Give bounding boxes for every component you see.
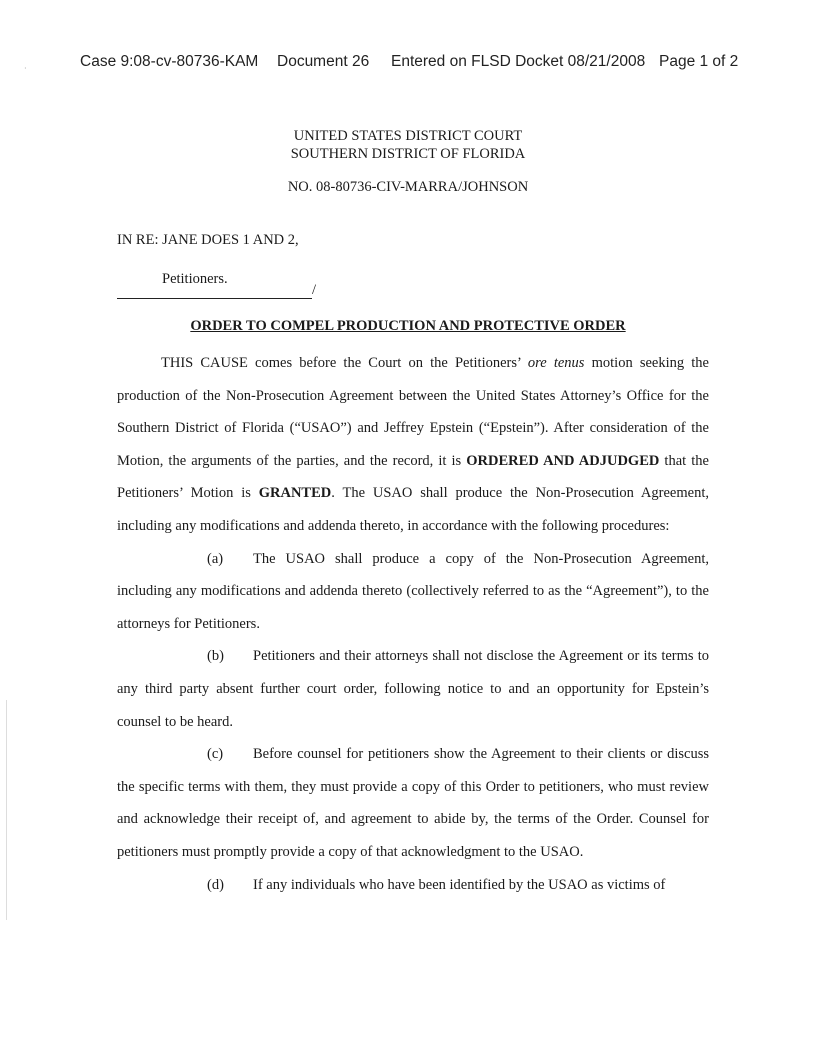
caption-slash: / [312,282,317,298]
case-number: NO. 08-80736-CIV-MARRA/JOHNSON [287,179,529,195]
procedure-label: (d) [207,876,224,893]
intro-paragraph [117,347,709,543]
intro-text-4: . The USAO shall produce the Non-Prosecution Agreement, including any modifications and addenda thereto, in accordance with the following procedures: [117,485,709,534]
procedure-text: If any individuals who have been identified by the USAO as victims of [253,876,666,893]
procedure-item-c [117,738,709,868]
caption-party: Petitioners. [162,271,228,287]
order-body [117,347,709,901]
docket-document-number: Document 26 [277,53,370,70]
caption-rule-line [117,283,312,299]
scan-speck: · [24,64,27,73]
granted: GRANTED [258,485,332,502]
procedure-text: Petitioners and their attorneys shall not disclose the Agreement or its terms to any third party absent further court order, following notice to and an opportunity for Epstein’s counsel to be heard. [117,648,709,730]
ordered-adjudged: ORDERED AND ADJUDGED [466,452,660,469]
docket-case-number: Case 9:08-cv-80736-KAM [80,53,259,70]
docket-page-number: Page 1 of 2 [659,53,739,70]
caption-in-re: IN RE: JANE DOES 1 AND 2, [117,232,299,248]
intro-text-1: THIS CAUSE comes before the Court on the Petitioners’ [161,355,528,371]
intro-text-2: motion seeking the production of the Non-Prosecution Agreement between the United States Attorney’s Office for the Southern District of Florida (“USAO”) and Jeffrey Epstein (“Epstein”). After consideration of the Motion, the arguments of the parties, and the record, it is [117,355,709,469]
docket-entry-date: Entered on FLSD Docket 08/21/2008 [391,53,646,70]
order-title: ORDER TO COMPEL PRODUCTION AND PROTECTIVE ORDER [190,318,626,334]
procedure-label: (a) [207,550,224,567]
procedure-text: Before counsel for petitioners show the Agreement to their clients or discuss the specific terms with them, they must provide a copy of this Order to petitioners, who must review and acknowledge their receipt of, and agreement to abide by, the terms of the Order. Counsel for petitioners must promptly provide a copy of that acknowledgment to the USAO. [117,746,709,860]
procedure-item-d [117,869,709,902]
intro-text-3: that the Petitioners’ Motion is [117,452,709,502]
court-name: UNITED STATES DISTRICT COURT [293,128,523,144]
procedure-item-b [117,640,709,738]
procedure-text: The USAO shall produce a copy of the Non-Prosecution Agreement, including any modifications and addenda thereto (collectively referred to as the “Agreement”), to the attorneys for Petitioners. [117,550,709,632]
court-district: SOUTHERN DISTRICT OF FLORIDA [290,146,526,162]
docket-header [80,53,760,75]
procedure-label: (c) [207,746,224,763]
procedure-item-a [117,543,709,641]
procedure-label: (b) [207,648,224,665]
scan-edge-artifact [6,700,7,920]
intro-italic: ore tenus [527,355,585,371]
